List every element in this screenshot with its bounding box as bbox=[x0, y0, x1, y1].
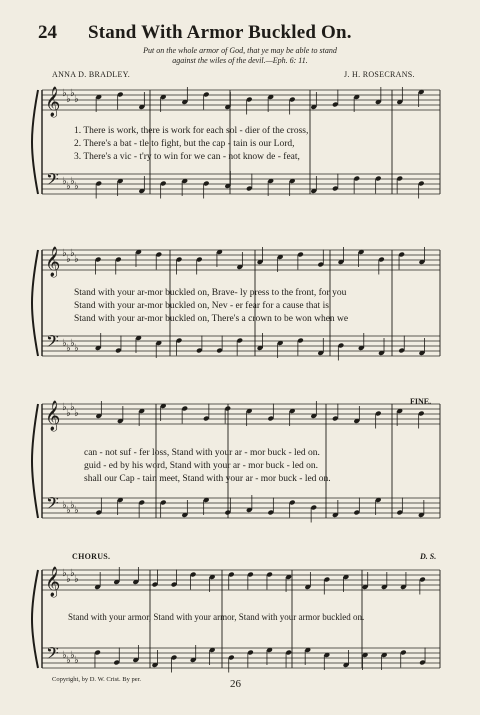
flat-icon: ♭ bbox=[70, 176, 75, 187]
flat-icon: ♭ bbox=[62, 176, 67, 187]
epigraph-line-2: against the wiles of the devil.—Eph. 6: 11. bbox=[172, 56, 308, 65]
flat-icon: ♭ bbox=[70, 500, 75, 511]
flat-icon: ♭ bbox=[74, 505, 79, 516]
bass-clef-icon: 𝄢 bbox=[46, 331, 59, 355]
composer-credit: J. H. ROSECRANS. bbox=[344, 70, 415, 79]
flat-icon: ♭ bbox=[74, 254, 79, 265]
flat-icon: ♭ bbox=[62, 650, 67, 661]
author-credit: ANNA D. BRADLEY. bbox=[52, 70, 130, 79]
treble-clef-icon: 𝄞 bbox=[45, 401, 61, 431]
lyric-line: 2. There's a bat - tle to fight, but the cap - tain is our Lord, bbox=[74, 139, 295, 149]
flat-icon: ♭ bbox=[66, 655, 71, 666]
lyric-line: shall our Cap - tain meet, Stand with your ar - mor buck - led on. bbox=[84, 474, 331, 484]
chorus-lyric-line: Stand with your armor, Stand with your armor, Stand with your armor buckled on. bbox=[68, 612, 365, 622]
flat-icon: ♭ bbox=[62, 338, 67, 349]
lyric-line: 3. There's a vic - t'ry to win for we can - not know de - feat, bbox=[74, 152, 300, 162]
flat-icon: ♭ bbox=[70, 568, 75, 579]
flat-icon: ♭ bbox=[62, 568, 67, 579]
ds-marking: D. S. bbox=[420, 552, 437, 561]
flat-icon: ♭ bbox=[62, 88, 67, 99]
scripture-epigraph bbox=[100, 46, 380, 66]
music-system-chorus bbox=[0, 560, 480, 680]
flat-icon: ♭ bbox=[70, 88, 75, 99]
flat-icon: ♭ bbox=[74, 343, 79, 354]
chorus-label: CHORUS. bbox=[72, 552, 111, 561]
treble-staff bbox=[42, 570, 440, 590]
treble-staff bbox=[42, 90, 440, 110]
lyric-line: can - not suf - fer loss, Stand with your ar - mor buck - led on. bbox=[84, 448, 320, 458]
flat-icon: ♭ bbox=[74, 574, 79, 585]
treble-clef-icon: 𝄞 bbox=[45, 247, 61, 277]
flat-icon: ♭ bbox=[70, 650, 75, 661]
fine-marking: FINE. bbox=[410, 397, 432, 406]
flat-icon: ♭ bbox=[74, 94, 79, 105]
bass-clef-icon: 𝄢 bbox=[46, 169, 59, 193]
bass-clef-icon: 𝄢 bbox=[46, 493, 59, 517]
music-system-3 bbox=[0, 392, 480, 532]
lyric-line: Stand with your ar-mor buckled on, Brave- ly press to the front, for you bbox=[74, 288, 347, 298]
copyright-notice: Copyright, by D. W. Crist. By per. bbox=[52, 676, 142, 683]
lyric-line: Stand with your ar-mor buckled on, There's a crown to be won when we bbox=[74, 314, 349, 324]
flat-icon: ♭ bbox=[66, 94, 71, 105]
flat-icon: ♭ bbox=[70, 248, 75, 259]
flat-icon: ♭ bbox=[74, 181, 79, 192]
flat-icon: ♭ bbox=[74, 408, 79, 419]
flat-icon: ♭ bbox=[70, 402, 75, 413]
flat-icon: ♭ bbox=[70, 338, 75, 349]
flat-icon: ♭ bbox=[66, 181, 71, 192]
flat-icon: ♭ bbox=[62, 248, 67, 259]
clef-and-key-signature bbox=[45, 400, 79, 517]
epigraph-line-1: Put on the whole armor of God, that ye may be able to stand bbox=[143, 46, 337, 55]
bass-staff bbox=[42, 648, 440, 668]
flat-icon: ♭ bbox=[66, 408, 71, 419]
music-system-1 bbox=[0, 82, 480, 222]
flat-icon: ♭ bbox=[62, 500, 67, 511]
music-system-2 bbox=[0, 238, 480, 378]
bass-clef-icon: 𝄢 bbox=[46, 643, 59, 667]
flat-icon: ♭ bbox=[66, 574, 71, 585]
page-number: 26 bbox=[230, 678, 241, 690]
lyric-line: guid - ed by his word, Stand with your ar - mor buck - led on. bbox=[84, 461, 319, 471]
flat-icon: ♭ bbox=[66, 343, 71, 354]
flat-icon: ♭ bbox=[74, 655, 79, 666]
lyric-line: 1. There is work, there is work for each sol - dier of the cross, bbox=[74, 126, 309, 136]
hymn-title: Stand With Armor Buckled On. bbox=[88, 22, 352, 43]
treble-clef-icon: 𝄞 bbox=[45, 567, 61, 597]
hymn-number: 24 bbox=[38, 22, 57, 43]
flat-icon: ♭ bbox=[66, 505, 71, 516]
flat-icon: ♭ bbox=[62, 402, 67, 413]
flat-icon: ♭ bbox=[66, 254, 71, 265]
treble-clef-icon: 𝄞 bbox=[45, 87, 61, 117]
lyric-line: Stand with your ar-mor buckled on, Nev - er fear for a cause that is bbox=[74, 301, 329, 311]
